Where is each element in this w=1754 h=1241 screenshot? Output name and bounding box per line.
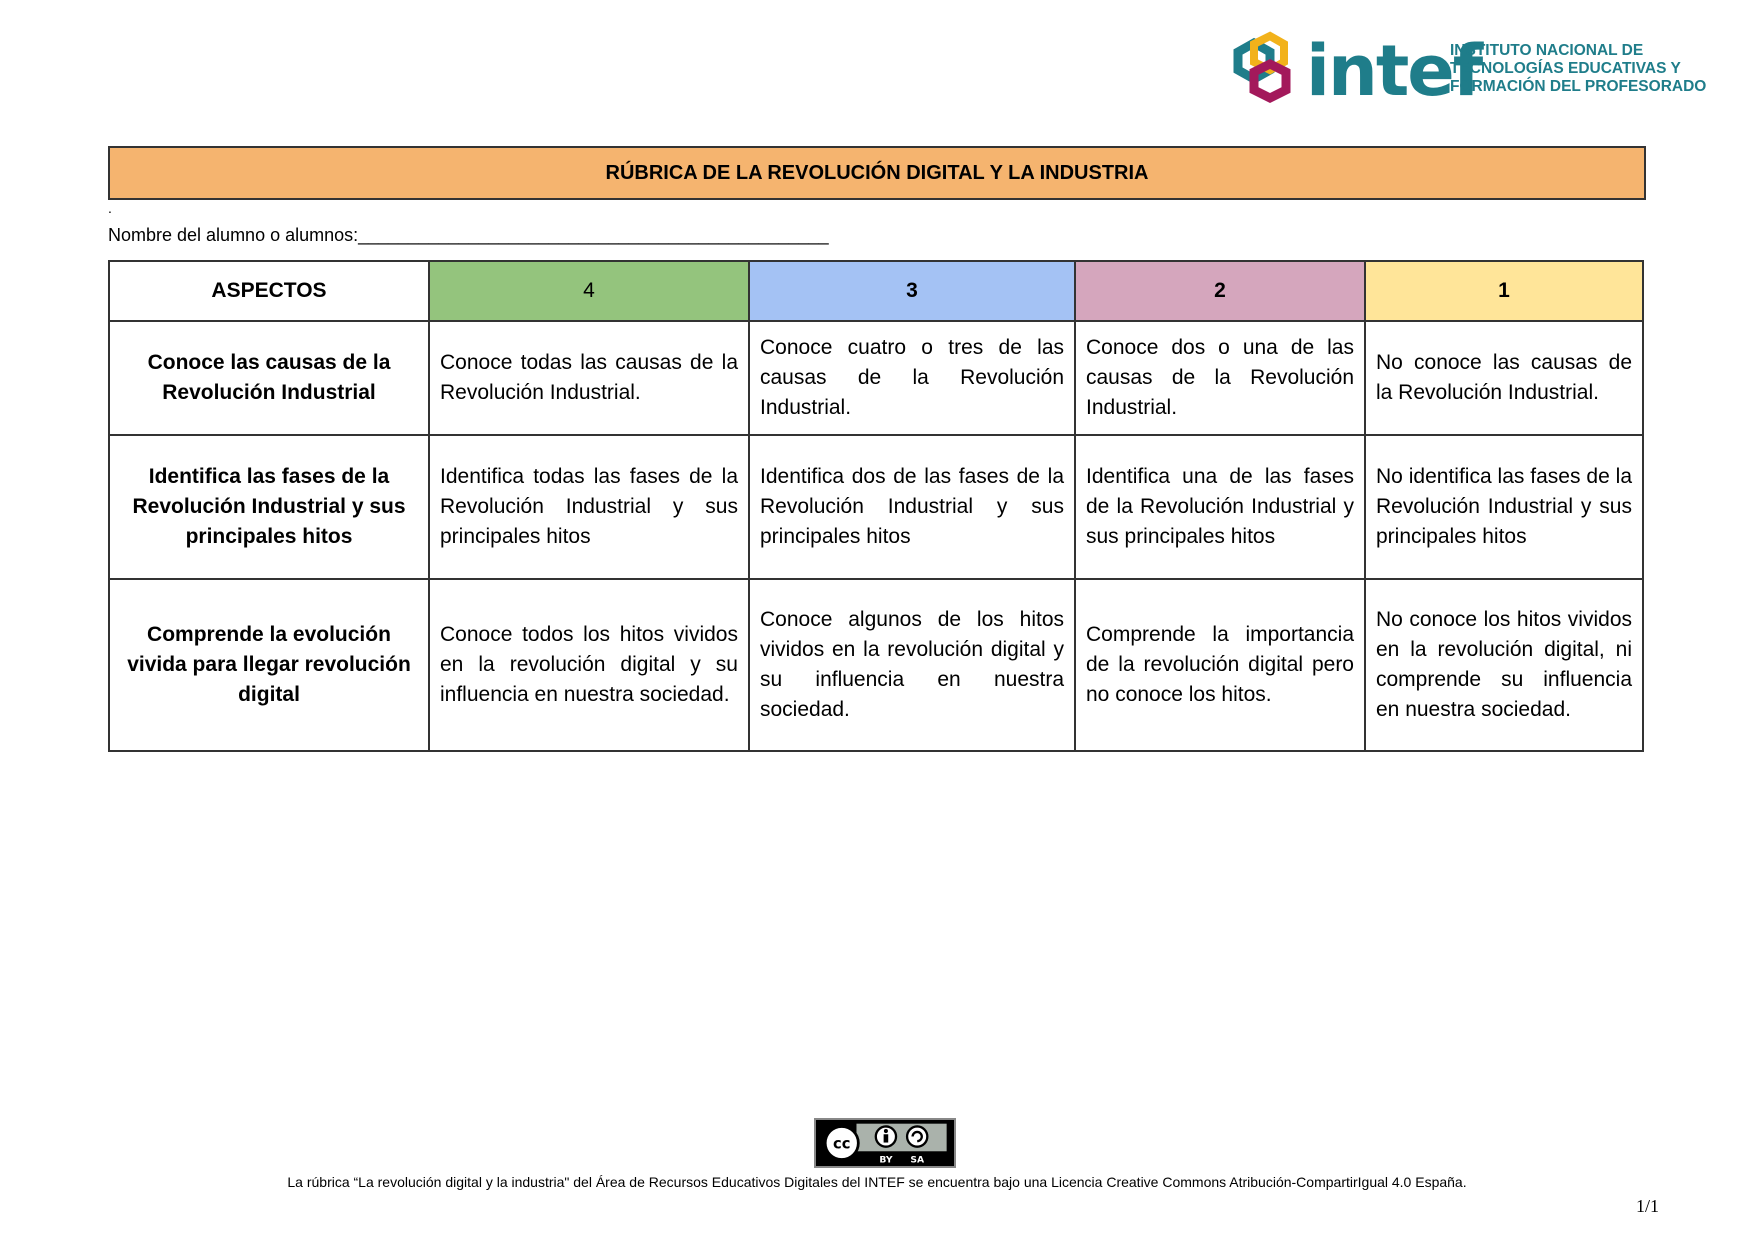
header-aspects: ASPECTOS xyxy=(109,261,429,321)
institute-name xyxy=(1450,42,1707,96)
criterion-cell: Conoce algunos de los hitos vividos en la revolución digital y su influencia en nuestra sociedad. xyxy=(749,579,1075,751)
header-score-4: 4 xyxy=(429,261,749,321)
criterion-cell: Identifica todas las fases de la Revolución Industrial y sus principales hitos xyxy=(429,435,749,579)
intef-logo-mark-icon xyxy=(1218,30,1296,116)
header-score-3: 3 xyxy=(749,261,1075,321)
institute-line-3: FORMACIÓN DEL PROFESORADO xyxy=(1450,78,1707,95)
license-text: La rúbrica “La revolución digital y la industria" del Área de Recursos Educativos Digitales del INTEF se encuentra bajo una Licencia Creative Commons Atribución-CompartirIgual 4.0 España. xyxy=(287,1174,1467,1190)
criterion-cell: No conoce las causas de la Revolución Industrial. xyxy=(1365,321,1643,435)
table-row xyxy=(109,435,1643,579)
criterion-cell: Comprende la importancia de la revolución digital pero no conoce los hitos. xyxy=(1075,579,1365,751)
criterion-cell: Conoce cuatro o tres de las causas de la Revolución Industrial. xyxy=(749,321,1075,435)
criterion-cell: No conoce los hitos vividos en la revolución digital, ni comprende su influencia en nuestra sociedad. xyxy=(1365,579,1643,751)
header-score-1: 1 xyxy=(1365,261,1643,321)
intef-wordmark: intef xyxy=(1306,30,1482,112)
table-row xyxy=(109,321,1643,435)
aspect-cell: Comprende la evolución vivida para llegar revolución digital xyxy=(109,579,429,751)
header-row xyxy=(109,261,1643,321)
intef-logo xyxy=(1218,30,1707,116)
aspect-cell: Conoce las causas de la Revolución Industrial xyxy=(109,321,429,435)
cc-badge-by: BY xyxy=(879,1154,893,1166)
rubric-title: RÚBRICA DE LA REVOLUCIÓN DIGITAL Y LA INDUSTRIA xyxy=(108,146,1646,200)
criterion-cell: Conoce todos los hitos vividos en la revolución digital y su influencia en nuestra sociedad. xyxy=(429,579,749,751)
creative-commons-badge-icon[interactable] xyxy=(814,1118,956,1168)
aspect-cell: Identifica las fases de la Revolución Industrial y sus principales hitos xyxy=(109,435,429,579)
criterion-cell: Identifica dos de las fases de la Revolución Industrial y sus principales hitos xyxy=(749,435,1075,579)
cc-badge-sa: SA xyxy=(910,1154,925,1166)
table-row xyxy=(109,579,1643,751)
institute-line-2: TECNOLOGÍAS EDUCATIVAS Y xyxy=(1450,60,1681,77)
student-name-line: Nombre del alumno o alumnos:_______________________________________________ xyxy=(108,225,829,245)
header-score-2: 2 xyxy=(1075,261,1365,321)
page-number: 1/1 xyxy=(1636,1196,1660,1216)
criterion-cell: Conoce todas las causas de la Revolución Industrial. xyxy=(429,321,749,435)
separator-dot: . xyxy=(108,200,112,216)
criterion-cell: Identifica una de las fases de la Revolución Industrial y sus principales hitos xyxy=(1075,435,1365,579)
criterion-cell: No identifica las fases de la Revolución Industrial y sus principales hitos xyxy=(1365,435,1643,579)
cc-badge-label: cc xyxy=(833,1135,851,1153)
institute-line-1: INSTITUTO NACIONAL DE xyxy=(1450,42,1644,59)
rubric-table xyxy=(108,260,1644,752)
criterion-cell: Conoce dos o una de las causas de la Revolución Industrial. xyxy=(1075,321,1365,435)
